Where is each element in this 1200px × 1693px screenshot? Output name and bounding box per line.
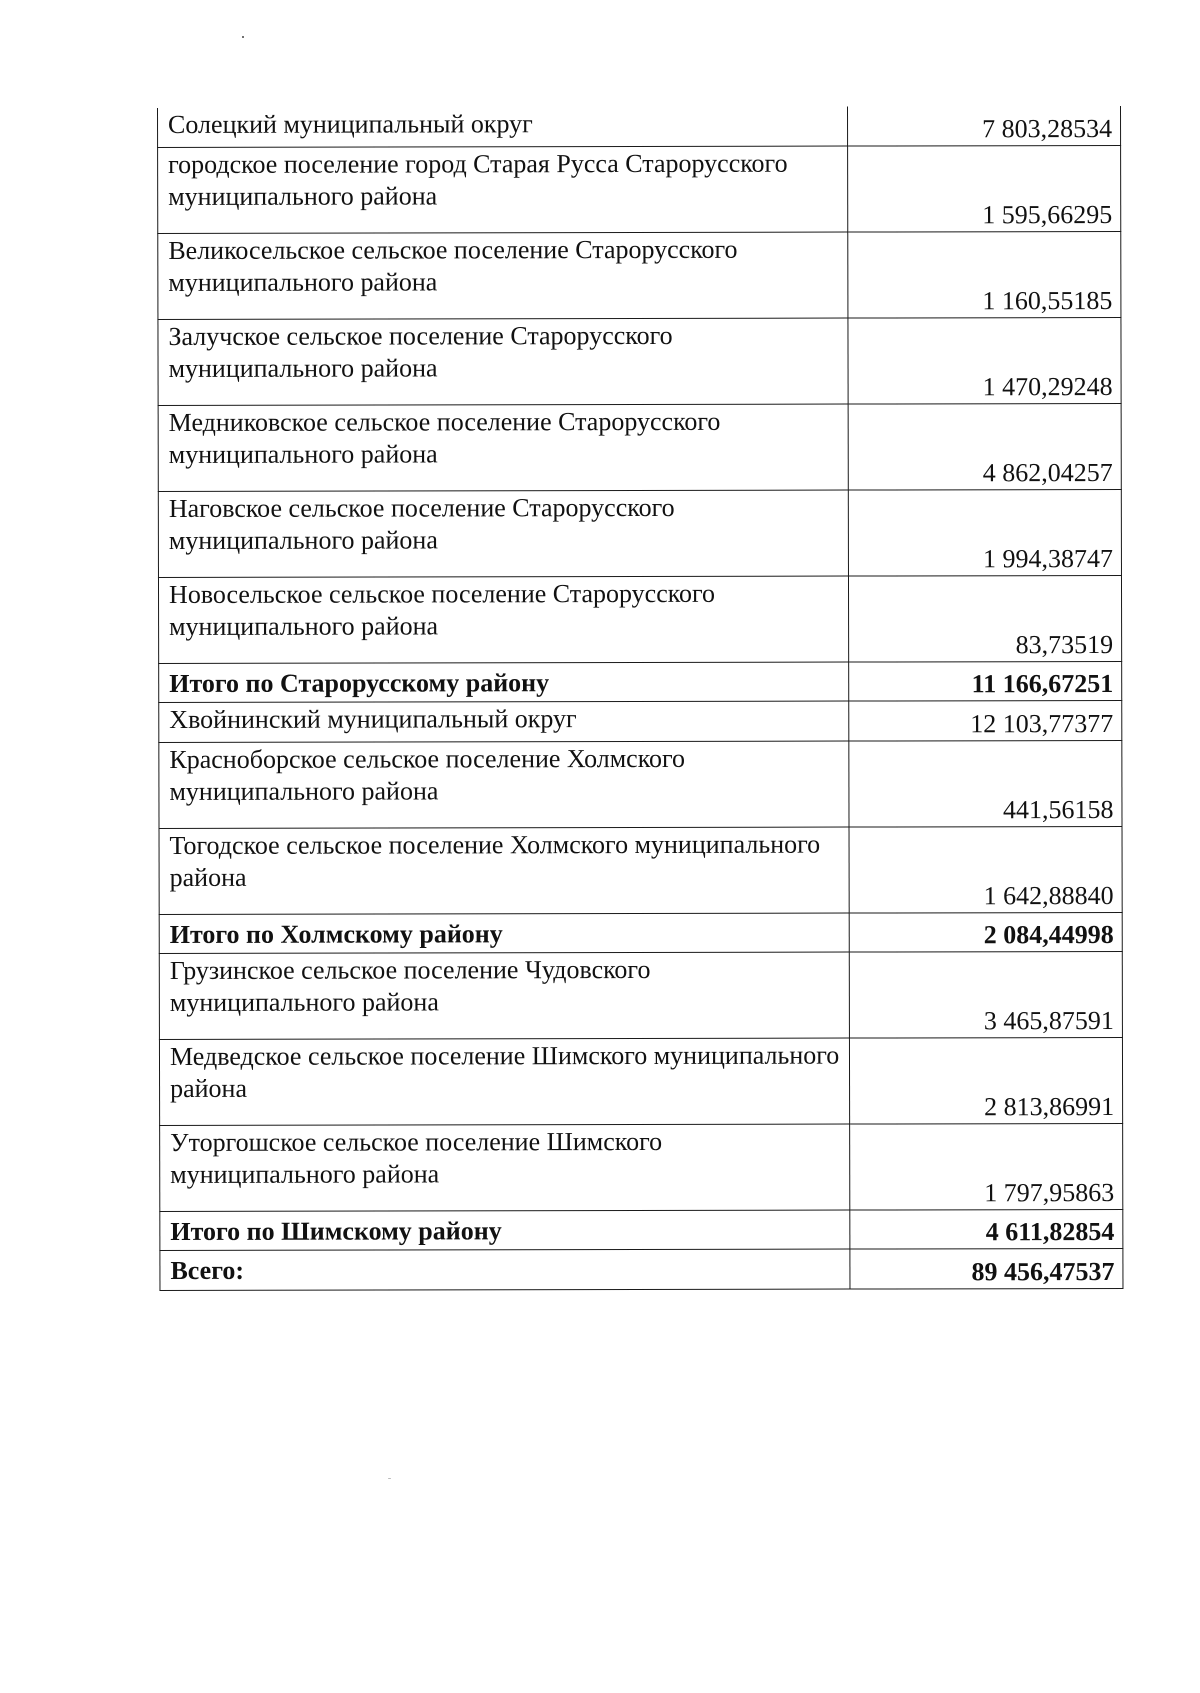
total-label-cell: Итого по Холмскому району (159, 913, 849, 953)
amount-cell: 7 803,28534 (847, 106, 1120, 146)
amount-cell: 2 813,86991 (849, 1037, 1122, 1124)
table-row (160, 1123, 1123, 1211)
amount-cell: 1 642,88840 (849, 826, 1122, 913)
municipality-name-cell: Наговское сельское поселение Старорусского муниципального района (158, 490, 848, 577)
municipality-name-cell: Великосельское сельское поселение Старорусского муниципального района (158, 232, 848, 319)
municipality-name-cell: Солецкий муниципальный округ (158, 107, 848, 148)
amount-cell: 83,73519 (848, 575, 1121, 662)
municipality-name-cell: Медниковское сельское поселение Старорусского муниципального района (158, 404, 848, 491)
allocation-table (157, 106, 1123, 1291)
table-row (159, 740, 1122, 828)
amount-cell: 1 797,95863 (850, 1123, 1123, 1210)
amount-cell: 1 595,66295 (848, 145, 1121, 232)
table-row (158, 489, 1121, 577)
total-amount-cell: 4 611,82854 (850, 1209, 1123, 1249)
table-row (158, 575, 1121, 663)
total-amount-cell: 11 166,67251 (849, 661, 1122, 701)
table-row (159, 1037, 1122, 1125)
amount-cell: 3 465,87591 (849, 951, 1122, 1038)
grand-total-row (160, 1248, 1123, 1290)
municipality-name-cell: Уторгошское сельское поселение Шимского муниципального района (160, 1124, 850, 1211)
district-total-row (160, 1209, 1123, 1250)
amount-cell: 1 160,55185 (848, 231, 1121, 318)
district-total-row (159, 661, 1122, 702)
municipality-name-cell: Тогодское сельское поселение Холмского муниципального района (159, 827, 849, 914)
table-row (158, 403, 1121, 491)
table-body (158, 106, 1123, 1291)
municipality-name-cell: Красноборское сельское поселение Холмского муниципального района (159, 741, 849, 828)
total-label-cell: Итого по Старорусскому району (159, 662, 849, 702)
municipality-name-cell: Хвойнинский муниципальный округ (159, 701, 849, 742)
amount-cell: 4 862,04257 (848, 403, 1121, 490)
table-row (159, 700, 1122, 742)
table-row (158, 145, 1121, 233)
amount-cell: 1 470,29248 (848, 317, 1121, 404)
grand-total-label-cell: Всего: (160, 1249, 850, 1290)
municipality-name-cell: Грузинское сельское поселение Чудовского муниципального района (159, 952, 849, 1039)
scan-speck (388, 1478, 391, 1479)
table-row (158, 317, 1121, 405)
total-label-cell: Итого по Шимскому району (160, 1210, 850, 1250)
municipality-name-cell: Залучское сельское поселение Старорусского муниципального района (158, 318, 848, 405)
amount-cell: 441,56158 (849, 740, 1122, 827)
total-amount-cell: 2 084,44998 (849, 912, 1122, 952)
table-row (158, 106, 1121, 148)
municipality-name-cell: Медведское сельское поселение Шимского муниципального района (159, 1038, 849, 1125)
table-row (159, 951, 1122, 1039)
amount-cell: 12 103,77377 (849, 700, 1122, 741)
table-row (159, 826, 1122, 914)
amount-cell: 1 994,38747 (848, 489, 1121, 576)
grand-total-amount-cell: 89 456,47537 (850, 1248, 1123, 1289)
municipality-name-cell: Новосельское сельское поселение Старорусского муниципального района (158, 576, 848, 663)
municipality-name-cell: городское поселение город Старая Русса Старорусского муниципального района (158, 146, 848, 233)
district-total-row (159, 912, 1122, 953)
scan-speck (242, 36, 244, 38)
table-row (158, 231, 1121, 319)
